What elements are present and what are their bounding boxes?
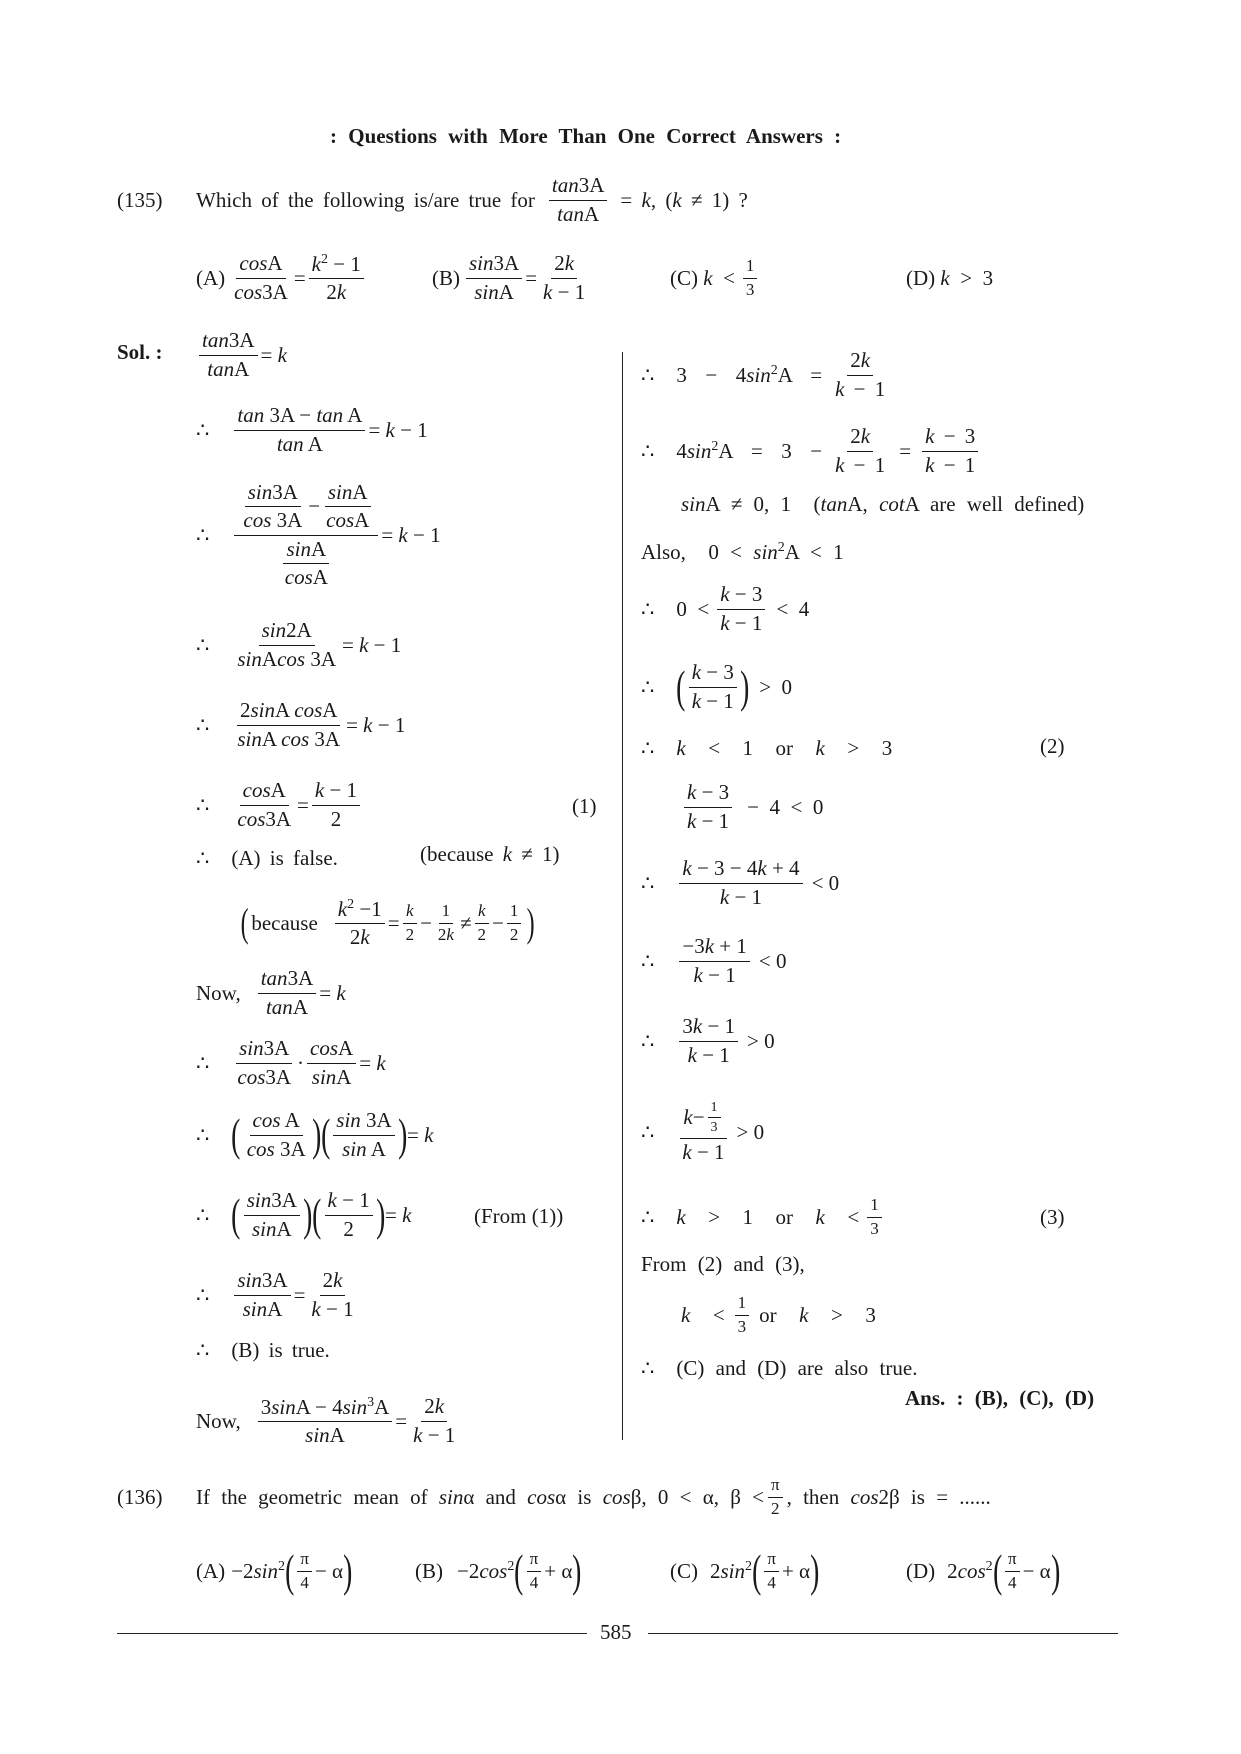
stem-fraction: $\frac{\tan 3A}{\tan A}$ [549,174,608,225]
sol-now-1: Now, $\frac{\tan 3A}{\tan A}$ = k [196,966,346,1019]
question-number-135: (135) [117,188,163,212]
page-number: 585 [600,1620,632,1644]
footer-rule-left [117,1633,587,1634]
question-135-stem: Which of the following is/are true for $\frac{\tan 3A}{\tan A}$ = k, (k ≠ 1) ? [196,173,748,226]
sol-right-5: ∴ 0 < k − 3 k − 1 < 4 [641,582,810,635]
sol-right-7: ∴ k < 1 or k > 3 [641,735,893,760]
a-false-text: (A) is false. [231,845,338,870]
sol-line-2: ∴ $\frac{\text{tan 3A − tan A}}{\text{tan A}}$ = k − 1 [196,403,428,456]
sol-right-6: ∴ ( k − 3 k − 1 ) > 0 [641,660,793,713]
sol-right-10: ∴ −3k + 1 k − 1 < 0 [641,934,787,987]
from-1-note: (From (1)) [474,1204,564,1228]
because-k-not-1: (because k ≠ 1) [420,842,560,866]
sol-line-8: ∴ sin3A cos3A · $\frac{\cos A}{\sin A}$ = k [196,1036,386,1089]
because-line: ( because $\frac{k^2 -1}{2k}$ = $\frac{k}{2}$ − $\frac{1}{2k}$ ≠ k 2 − $\frac{1}{2}$ ) [240,896,535,949]
solution-label: Sol. : [117,340,163,364]
sol-line-10: ∴ ( sin3A sinA ) ( k − 1 2 ) = k [196,1188,412,1241]
sol-right-16: ∴ (C) and (D) are also true. [641,1355,918,1380]
question-number-136: (136) [117,1485,163,1509]
equation-tag-3: (3) [1040,1205,1065,1229]
option-C-136: (C) $2\sin^2$ ( π 4 + α ) [670,1545,820,1596]
stem-text: Which of the following is/are true for [196,187,535,212]
option-A-136: (A) $-2\sin^2$ ( π 4 − α ) [196,1545,353,1596]
question-136-stem: If the geometric mean of sinα and cosα is cosβ, 0 < α, β < π 2 , then cos2β is = ...... [196,1474,991,1518]
answer: Ans. : (B), (C), (D) [905,1386,1095,1410]
sol-right-15: k < 1 3 or k > 3 [681,1292,876,1336]
sol-line-5: ∴ $\frac{\text{2sinA cosA}}{\text{sinA cos 3A}}$ = k − 1 [196,698,406,751]
sol-right-14: From (2) and (3), [641,1252,805,1276]
sol-line-6: ∴ $\frac{\cos A}{\cos 3A}$ = $\frac{k - 1}{2}$ [196,774,363,836]
sol-line-9: ∴ ( cos A cos 3A ) ( sin 3A sin A ) = k [196,1108,434,1161]
option-D-136: (D) $2\cos^2$ ( π 4 − α ) [906,1545,1060,1596]
footer-rule-right [648,1633,1118,1634]
option-C-135: (C) k < 1 3 [670,248,760,308]
equation-tag-2: (2) [1040,734,1065,758]
section-title: : Questions with More Than One Correct Answers : [330,124,842,148]
sol-right-8: k − 3 k − 1 − 4 < 0 [681,776,823,838]
sol-right-3: sinA ≠ 0, 1 (tanA, cotA are well defined) [681,492,1085,516]
column-divider [622,352,623,1440]
option-A-135: (A) $\frac{\cos A}{\cos 3A}$ = $\frac{k^2 - 1}{2k}$ [196,248,367,308]
option-B-135: (B) $\frac{\sin 3A}{\sin A}$ = $\frac{2k}{k - 1}$ [432,251,586,304]
sol-right-4: Also, $0 < \sin^2A < 1$ [641,540,844,564]
sol-line-11: ∴ $\frac{\sin 3A}{\sin A}$ = $\frac{2k}{k - 1}$ [196,1268,354,1321]
option-D-135: (D) k > 3 [906,265,994,290]
cd-true-text: (C) and (D) are also true. [676,1355,918,1380]
option-B-136: (B) $-2\cos^2$ ( π 4 + α ) [415,1545,582,1596]
sol-right-9: ∴ k − 3 − 4k + 4 k − 1 < 0 [641,856,840,909]
equation-tag-1: (1) [572,794,597,818]
sol-line-4: ∴ $\frac{\sin 2A}{\text{sinAcos 3A}}$ = k − 1 [196,618,402,671]
sol-line-1: $\frac{\tan 3A}{\tan A}$ = k [196,325,287,385]
sol-right-1: ∴ $3 - 4\sin^2A$ = $\frac{2k}{k - 1}$ [641,348,886,401]
sol-now-2: Now, $\frac{3\sin A - 4\sin^3A}{\sin A}$ = $\frac{2k}{k - 1}$ [196,1394,456,1447]
sol-right-13: ∴ k > 1 or k < 1 3 [641,1192,885,1242]
sol-line-7: ∴ (A) is false. [196,845,338,870]
sol-right-12: ∴ k − 1 3 k − 1 > 0 [641,1100,765,1164]
sol-line-12: ∴ (B) is true. [196,1337,330,1362]
sol-line-3: ∴ sin3A cos 3A − sinA cosA $\frac{\sin A}{\cos A}$ = k − 1 [196,480,441,589]
sol-right-2: ∴ $4\sin^2A = 3$ − $\frac{2k}{k - 1}$ = $\frac{k - 3}{k - 1}$ [641,420,981,482]
b-true-text: (B) is true. [231,1337,330,1362]
sol-right-11: ∴ 3k − 1 k − 1 > 0 [641,1014,775,1067]
